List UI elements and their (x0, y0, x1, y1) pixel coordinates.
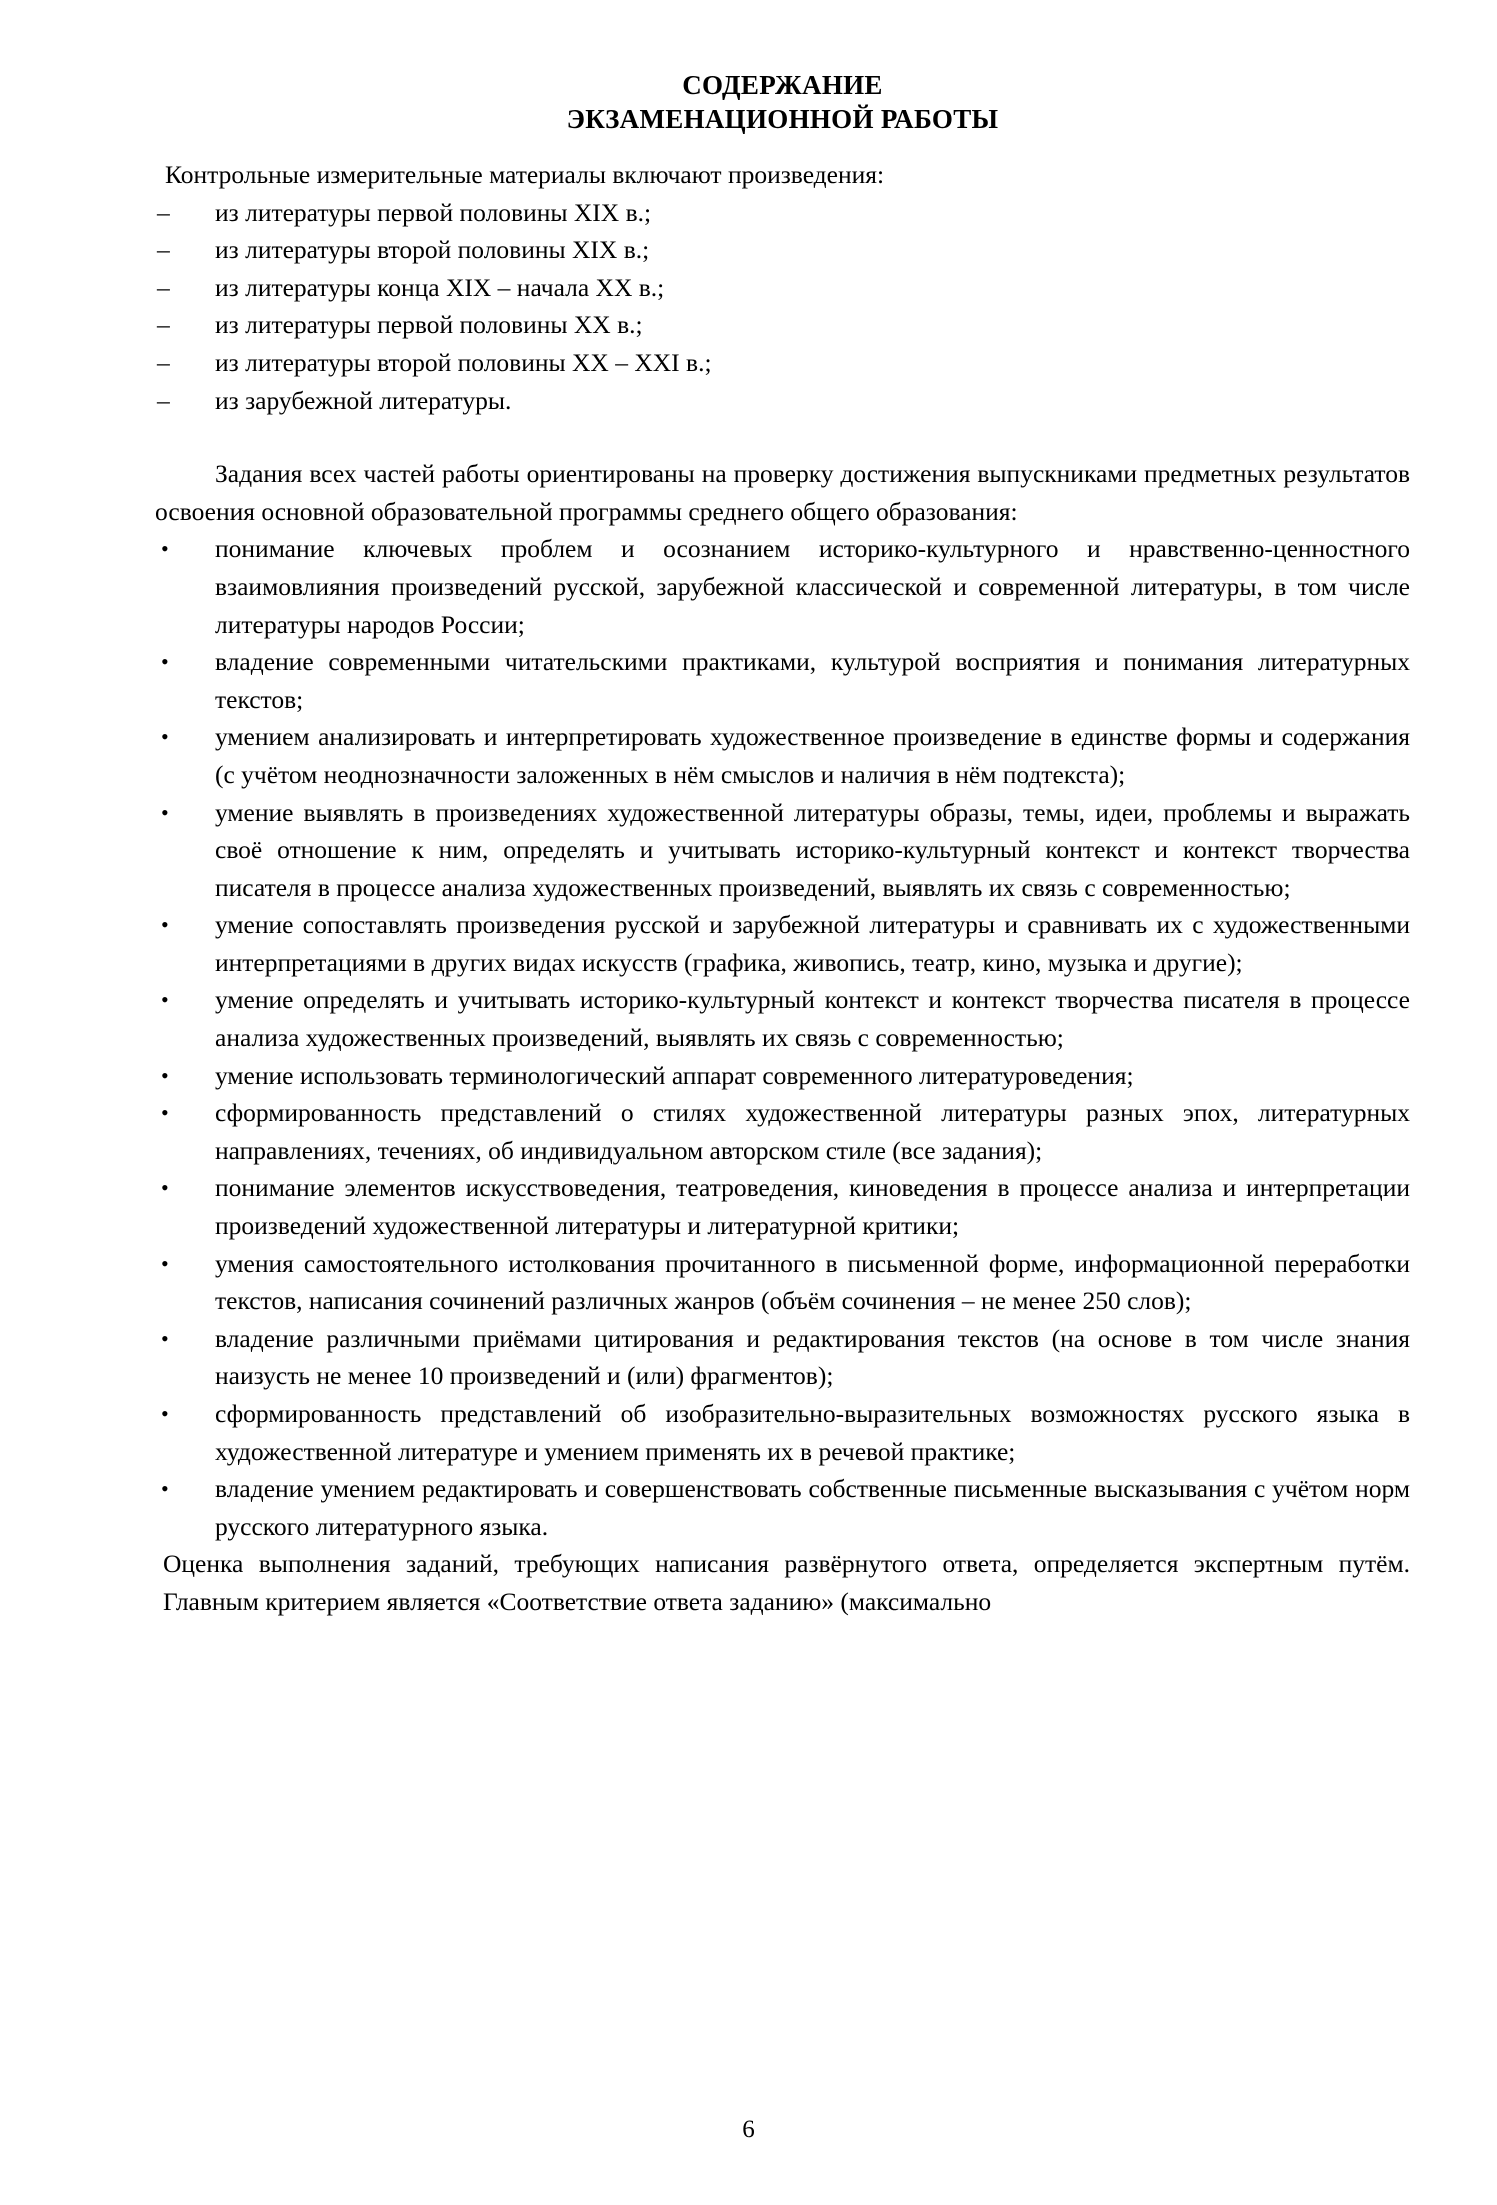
tasks-paragraph: Задания всех частей работы ориентированы на проверку достижения выпускниками предметных результатов освоения основной образовательной программы среднего общего образования: (155, 459, 1410, 526)
bullet-icon: • (161, 1250, 169, 1276)
list-item: • умение сопоставлять произведения русской и зарубежной литературы и сравнивать их с художественными интерпретациями в других видах искусств (графика, живопись, театр, кино, музыка и другие); (155, 906, 1410, 981)
list-item: – из зарубежной литературы. (155, 382, 1410, 420)
bullet-icon: • (161, 1401, 169, 1426)
list-item: – из литературы второй половины XIX в.; (155, 231, 1410, 269)
list-item: • умением анализировать и интерпретировать художественное произведение в единстве формы и содержания (с учётом неоднозначности заложенных в нём смыслов и наличия в нём подтекста); (155, 718, 1410, 793)
dash-icon: – (157, 347, 170, 377)
page-number: 6 (742, 2116, 755, 2143)
title-line-1: СОДЕРЖАНИЕ (682, 70, 883, 100)
dash-icon: – (157, 385, 170, 415)
spacer (155, 419, 1410, 455)
list-item: • сформированность представлений о стилях художественной литературы разных эпох, литературных направлениях, течениях, об индивидуальном авторском стиле (все задания); (155, 1094, 1410, 1169)
assessment-paragraph: Оценка выполнения заданий, требующих написания развёрнутого ответа, определяется экспертным путём. Главным критерием является «Соответствие ответа заданию» (максимально (163, 1549, 1410, 1616)
periods-list (155, 194, 1410, 420)
list-item: • владение различными приёмами цитирования и редактирования текстов (на основе в том числе знания наизусть не менее 10 произведений и (или) фрагментов); (155, 1320, 1410, 1395)
bullet-icon: • (161, 987, 169, 1013)
bullet-icon: • (161, 536, 169, 562)
bullet-icon: • (161, 649, 169, 675)
list-item: • умения самостоятельного истолкования прочитанного в письменной форме, информационной переработки текстов, написания сочинений различных жанров (объём сочинения – не менее 250 слов); (155, 1245, 1410, 1320)
bullet-icon: • (161, 1175, 169, 1201)
list-item: • умение использовать терминологический аппарат современного литературоведения; (155, 1057, 1410, 1095)
intro-text: Контрольные измерительные материалы включают произведения: (165, 160, 885, 189)
list-item: • понимание элементов искусствоведения, театроведения, киноведения в процессе анализа и интерпретации произведений художественной литературы и литературной критики; (155, 1169, 1410, 1244)
list-item: • понимание ключевых проблем и осознанием историко-культурного и нравственно-ценностного взаимовлияния произведений русской, зарубежной классической и современной литературы, в том числе литературы народов России; (155, 530, 1410, 643)
bullet-icon: • (161, 1100, 169, 1126)
bullet-icon: • (161, 1062, 169, 1088)
dash-icon: – (157, 235, 170, 265)
list-item: – из литературы конца XIX – начала XX в.; (155, 269, 1410, 307)
results-list (155, 530, 1410, 1545)
bullet-icon: • (161, 1476, 169, 1502)
bullet-icon: • (161, 799, 169, 825)
title-line-2: ЭКЗАМЕНАЦИОННОЙ РАБОТЫ (566, 104, 999, 134)
list-item: • владение умением редактировать и совершенствовать собственные письменные высказывания с учётом норм русского литературного языка. (155, 1470, 1410, 1545)
dash-icon: – (157, 197, 170, 227)
list-item: • владение современными читательскими практиками, культурой восприятия и понимания литературных текстов; (155, 643, 1410, 718)
page-title (155, 68, 1410, 136)
list-item: – из литературы второй половины XX – XXI в.; (155, 344, 1410, 382)
list-item: • умение определять и учитывать историко-культурный контекст и контекст творчества писателя в процессе анализа художественных произведений, выявлять их связь с современностью; (155, 981, 1410, 1056)
bullet-icon: • (161, 724, 169, 750)
list-item: • сформированность представлений об изобразительно-выразительных возможностях русского языка в художественной литературе и умением применять их в речевой практике; (155, 1395, 1410, 1470)
document-page (155, 68, 1410, 1621)
bullet-icon: • (161, 1325, 169, 1351)
dash-icon: – (157, 310, 170, 340)
list-item: – из литературы первой половины XIX в.; (155, 194, 1410, 232)
dash-icon: – (157, 272, 170, 302)
list-item: – из литературы первой половины XX в.; (155, 306, 1410, 344)
bullet-icon: • (161, 912, 169, 938)
list-item: • умение выявлять в произведениях художественной литературы образы, темы, идеи, проблемы и выражать своё отношение к ним, определять и учитывать историко-культурный контекст и контекст творчества писателя в процессе анализа художественных произведений, выявлять их связь с современностью; (155, 794, 1410, 907)
